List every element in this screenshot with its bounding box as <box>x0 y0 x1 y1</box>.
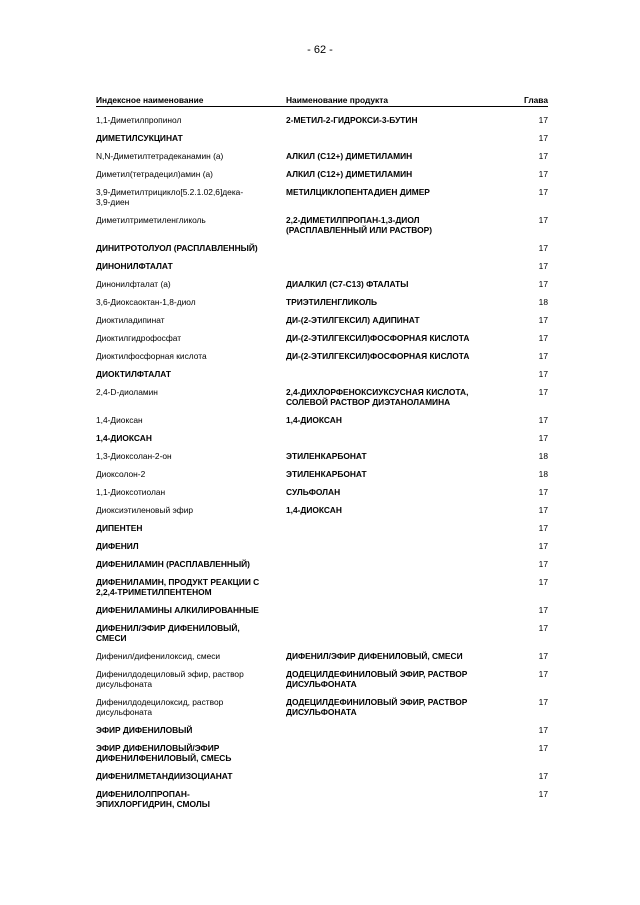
row-product-name <box>286 623 518 643</box>
table-row <box>96 725 548 735</box>
table-row <box>96 115 548 125</box>
table-row <box>96 469 548 479</box>
row-chapter: 17 <box>538 789 548 799</box>
row-chapter: 17 <box>538 115 548 125</box>
row-chapter: 17 <box>538 315 548 325</box>
row-index-name: 1,1-Диоксотиолан <box>96 487 166 497</box>
row-product-name <box>286 433 518 443</box>
table-row <box>96 505 548 515</box>
row-chapter: 17 <box>538 505 548 515</box>
table-row <box>96 451 548 461</box>
table-row <box>96 151 548 161</box>
row-chapter: 17 <box>538 743 548 753</box>
row-index-name: ДИОКТИЛФТАЛАТ <box>96 369 172 379</box>
page-number: - 62 - <box>307 44 333 56</box>
row-product-name: 2,2-ДИМЕТИЛПРОПАН-1,3-ДИОЛ (РАСПЛАВЛЕННЫЙ ИЛИ РАСТВОР) <box>286 215 433 235</box>
row-index-name: 1,3-Диоксолан-2-он <box>96 451 172 461</box>
row-product-name: ДИ-(2-ЭТИЛГЕКСИЛ)ФОСФОРНАЯ КИСЛОТА <box>286 351 470 361</box>
table-row <box>96 487 548 497</box>
row-index-name: ДИФЕНИЛАМИН (РАСПЛАВЛЕННЫЙ) <box>96 559 250 569</box>
table-row <box>96 369 548 379</box>
row-product-name: ДОДЕЦИЛДЕФИНИЛОВЫЙ ЭФИР, РАСТВОР ДИСУЛЬФОНАТА <box>286 697 468 717</box>
row-chapter: 17 <box>538 279 548 289</box>
row-index-name: ДИФЕНИЛ/ЭФИР ДИФЕНИЛОВЫЙ, СМЕСИ <box>96 623 240 643</box>
table-row <box>96 415 548 425</box>
table-row <box>96 279 548 289</box>
row-chapter: 17 <box>538 541 548 551</box>
table-row <box>96 133 548 143</box>
row-index-name: Диоктилфосфорная кислота <box>96 351 207 361</box>
row-index-name: ЭФИР ДИФЕНИЛОВЫЙ/ЭФИР ДИФЕНИЛФЕНИЛОВЫЙ, СМЕСЬ <box>96 743 232 763</box>
table-body <box>96 115 548 809</box>
row-chapter: 17 <box>538 669 548 679</box>
row-index-name: ДИПЕНТЕН <box>96 523 143 533</box>
row-chapter: 17 <box>538 725 548 735</box>
row-product-name: 2,4-ДИХЛОРФЕНОКСИУКСУСНАЯ КИСЛОТА, СОЛЕВОЙ РАСТВОР ДИЭТАНОЛАМИНА <box>286 387 469 407</box>
row-index-name: N,N-Диметилтетрадеканамин (а) <box>96 151 224 161</box>
table-row <box>96 743 548 763</box>
table-row <box>96 169 548 179</box>
row-product-name <box>286 523 518 533</box>
table-row <box>96 351 548 361</box>
row-index-name: ДИФЕНИЛАМИНЫ АЛКИЛИРОВАННЫЕ <box>96 605 259 615</box>
row-index-name: 3,9-Диметилтрицикло[5.2.1.02,6]дека- 3,9-диен <box>96 187 244 207</box>
row-product-name <box>286 243 518 253</box>
row-index-name: ДИФЕНИЛОЛПРОПАН- ЭПИХЛОРГИДРИН, СМОЛЫ <box>96 789 210 809</box>
substance-index-table <box>96 95 548 809</box>
table-row <box>96 623 548 643</box>
row-index-name: 1,4-ДИОКСАН <box>96 433 152 443</box>
row-index-name: ДИФЕНИЛМЕТАНДИИЗОЦИАНАТ <box>96 771 233 781</box>
row-product-name <box>286 133 518 143</box>
table-row <box>96 333 548 343</box>
row-product-name <box>286 559 518 569</box>
row-product-name: ЭТИЛЕНКАРБОНАТ <box>286 469 367 479</box>
row-product-name: ДИ-(2-ЭТИЛГЕКСИЛ) АДИПИНАТ <box>286 315 420 325</box>
column-header-product-name: Наименование продукта <box>286 95 388 105</box>
row-index-name: Диметилтриметиленгликоль <box>96 215 206 225</box>
row-chapter: 17 <box>538 697 548 707</box>
row-product-name: 1,4-ДИОКСАН <box>286 415 342 425</box>
table-row <box>96 577 548 597</box>
row-product-name: АЛКИЛ (С12+) ДИМЕТИЛАМИН <box>286 169 413 179</box>
row-chapter: 17 <box>538 351 548 361</box>
row-index-name: 3,6-Диоксаоктан-1,8-диол <box>96 297 196 307</box>
row-chapter: 17 <box>538 151 548 161</box>
row-index-name: ЭФИР ДИФЕНИЛОВЫЙ <box>96 725 193 735</box>
row-index-name: Дифенилдодециловый эфир, раствор дисульфоната <box>96 669 244 689</box>
row-chapter: 17 <box>538 333 548 343</box>
column-header-chapter: Глава <box>523 95 548 105</box>
table-row <box>96 297 548 307</box>
row-index-name: ДИФЕНИЛАМИН, ПРОДУКТ РЕАКЦИИ С 2,2,4-ТРИМЕТИЛПЕНТЕНОМ <box>96 577 260 597</box>
row-chapter: 17 <box>538 169 548 179</box>
row-index-name: Дифенил/дифенилоксид, смеси <box>96 651 221 661</box>
row-index-name: Динонилфталат (а) <box>96 279 171 289</box>
row-index-name: Диоктиладипинат <box>96 315 165 325</box>
row-product-name: ДИФЕНИЛ/ЭФИР ДИФЕНИЛОВЫЙ, СМЕСИ <box>286 651 463 661</box>
row-chapter: 17 <box>538 261 548 271</box>
table-row <box>96 433 548 443</box>
row-index-name: ДИНОНИЛФТАЛАТ <box>96 261 173 271</box>
row-chapter: 17 <box>538 243 548 253</box>
row-index-name: ДИНИТРОТОЛУОЛ (РАСПЛАВЛЕННЫЙ) <box>96 243 258 253</box>
row-index-name: Диоксиэтиленовый эфир <box>96 505 194 515</box>
table-row <box>96 215 548 235</box>
row-chapter: 18 <box>538 451 548 461</box>
table-row <box>96 261 548 271</box>
row-chapter: 17 <box>538 433 548 443</box>
table-row <box>96 315 548 325</box>
table-row <box>96 387 548 407</box>
row-product-name <box>286 541 518 551</box>
row-chapter: 17 <box>538 605 548 615</box>
row-chapter: 17 <box>538 623 548 633</box>
table-row <box>96 523 548 533</box>
row-product-name: ДИ-(2-ЭТИЛГЕКСИЛ)ФОСФОРНАЯ КИСЛОТА <box>286 333 470 343</box>
row-chapter: 17 <box>538 651 548 661</box>
row-product-name <box>286 725 518 735</box>
table-row <box>96 187 548 207</box>
row-product-name <box>286 605 518 615</box>
row-product-name: 1,4-ДИОКСАН <box>286 505 342 515</box>
table-row <box>96 541 548 551</box>
row-chapter: 17 <box>538 415 548 425</box>
row-chapter: 18 <box>538 469 548 479</box>
table-row <box>96 697 548 717</box>
row-index-name: 1,4-Диоксан <box>96 415 143 425</box>
row-product-name: ТРИЭТИЛЕНГЛИКОЛЬ <box>286 297 378 307</box>
row-product-name: МЕТИЛЦИКЛОПЕНТАДИЕН ДИМЕР <box>286 187 430 197</box>
row-product-name: ЭТИЛЕНКАРБОНАТ <box>286 451 367 461</box>
row-product-name <box>286 577 518 597</box>
table-row <box>96 559 548 569</box>
row-chapter: 17 <box>538 369 548 379</box>
row-chapter: 17 <box>538 577 548 587</box>
row-index-name: Диметил(тетрадецил)амин (а) <box>96 169 213 179</box>
table-row <box>96 789 548 809</box>
row-chapter: 17 <box>538 523 548 533</box>
row-product-name <box>286 369 518 379</box>
row-chapter: 17 <box>538 187 548 197</box>
table-header <box>96 95 548 107</box>
table-row <box>96 605 548 615</box>
row-chapter: 17 <box>538 487 548 497</box>
row-chapter: 17 <box>538 559 548 569</box>
row-product-name: ДИАЛКИЛ (С7-С13) ФТАЛАТЫ <box>286 279 409 289</box>
row-chapter: 17 <box>538 771 548 781</box>
row-product-name: СУЛЬФОЛАН <box>286 487 341 497</box>
row-product-name: 2-МЕТИЛ-2-ГИДРОКСИ-3-БУТИН <box>286 115 418 125</box>
table-row <box>96 243 548 253</box>
row-index-name: 1,1-Диметилпропинол <box>96 115 182 125</box>
table-row <box>96 771 548 781</box>
row-product-name: АЛКИЛ (С12+) ДИМЕТИЛАМИН <box>286 151 413 161</box>
row-product-name <box>286 743 518 763</box>
row-chapter: 17 <box>538 387 548 397</box>
row-index-name: ДИФЕНИЛ <box>96 541 139 551</box>
row-chapter: 17 <box>538 133 548 143</box>
row-product-name: ДОДЕЦИЛДЕФИНИЛОВЫЙ ЭФИР, РАСТВОР ДИСУЛЬФОНАТА <box>286 669 468 689</box>
row-product-name <box>286 771 518 781</box>
row-index-name: Диоктилгидрофосфат <box>96 333 182 343</box>
column-header-index-name: Индексное наименование <box>96 95 204 105</box>
row-index-name: ДИМЕТИЛСУКЦИНАТ <box>96 133 183 143</box>
row-product-name <box>286 789 518 809</box>
row-index-name: 2,4-D-диоламин <box>96 387 158 397</box>
row-index-name: Дифенилдодецилоксид, раствор дисульфоната <box>96 697 224 717</box>
table-row <box>96 651 548 661</box>
row-product-name <box>286 261 518 271</box>
table-row <box>96 669 548 689</box>
row-index-name: Диоксолон-2 <box>96 469 146 479</box>
row-chapter: 17 <box>538 215 548 225</box>
row-chapter: 18 <box>538 297 548 307</box>
